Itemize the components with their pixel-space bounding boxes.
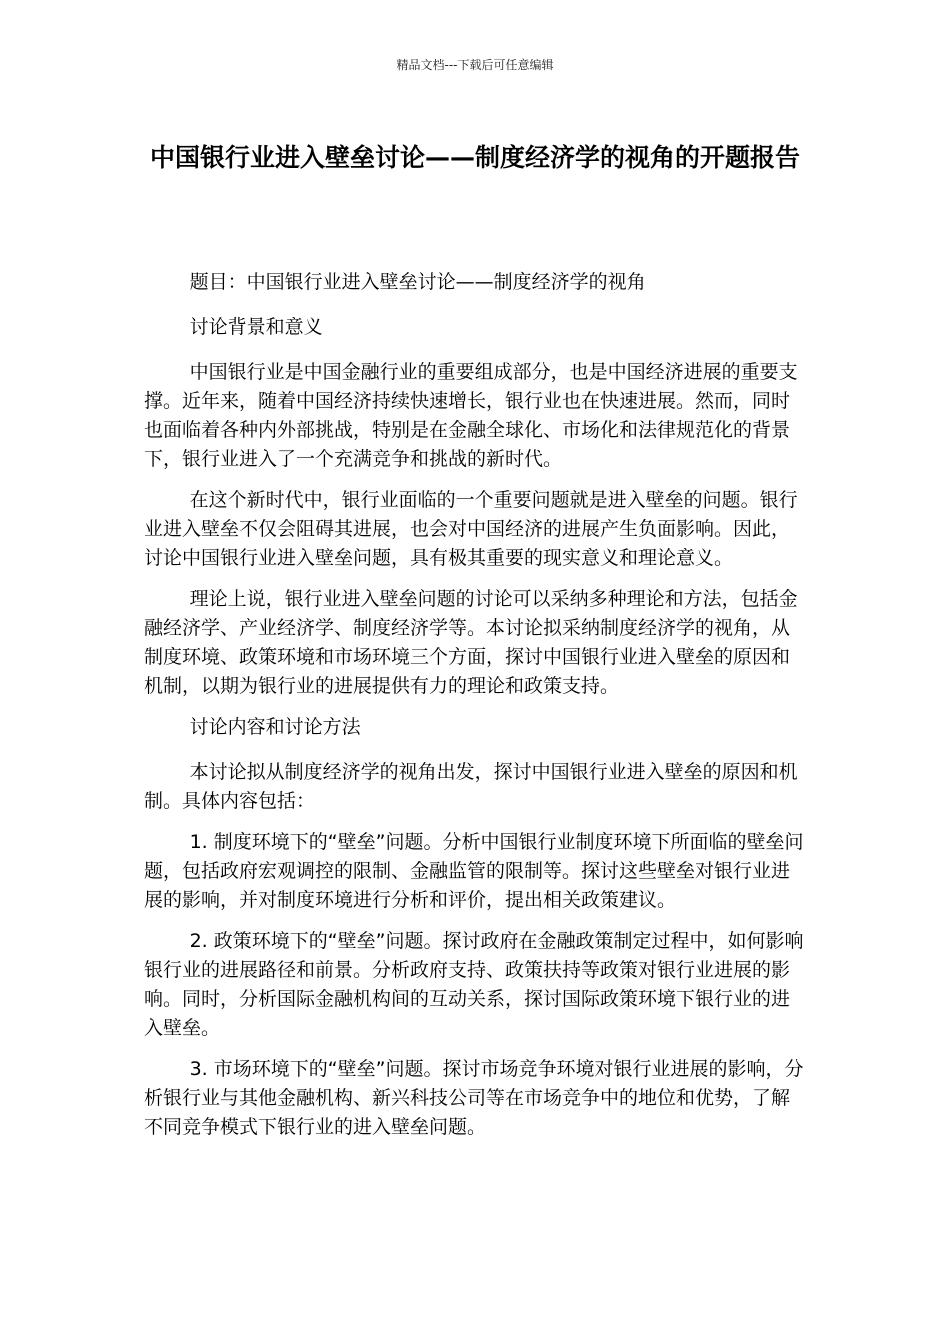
body-paragraph: 中国银行业是中国金融行业的重要组成部分，也是中国经济进展的重要支撑。近年来，随着中国经济持续快速增长，银行业也在快速进展。然而，同时也面临着各种内外部挑战，特别是在金融全球化、市场化和法律规范化的背景下，银行业进入了一个充满竞争和挑战的新时代。 (144, 361, 798, 470)
section-heading-content-method: 讨论内容和讨论方法 (189, 716, 361, 738)
list-item-policy: 2. 政策环境下的“壁垒”问题。探讨政府在金融政策制定过程中，如何影响银行业的进展路径和前景。分析政府支持、政策扶持等政策对银行业进展的影响。同时，分析国际金融机构间的互动关系，探讨国际政策环境下银行业的进入壁垒。 (144, 930, 804, 1039)
document-title: 中国银行业进入壁垒讨论——制度经济学的视角的开题报告 (149, 143, 800, 172)
page-header: 精品文档---下载后可任意编辑 (396, 58, 554, 72)
document-body (144, 268, 804, 1154)
topic-line: 题目：中国银行业进入壁垒讨论——制度经济学的视角 (189, 271, 646, 293)
body-paragraph: 理论上说，银行业进入壁垒问题的讨论可以采纳多种理论和方法，包括金融经济学、产业经济学、制度经济学等。本讨论拟采纳制度经济学的视角，从制度环境、政策环境和市场环境三个方面，探讨中国银行业进入壁垒的原因和机制，以期为银行业的进展提供有力的理论和政策支持。 (144, 588, 798, 697)
list-item-institutional: 1. 制度环境下的“壁垒”问题。分析中国银行业制度环境下所面临的壁垒问题，包括政府宏观调控的限制、金融监管的限制等。探讨这些壁垒对银行业进展的影响，并对制度环境进行分析和评价，提出相关政策建议。 (144, 831, 804, 911)
body-paragraph: 在这个新时代中，银行业面临的一个重要问题就是进入壁垒的问题。银行业进入壁垒不仅会阻碍其进展，也会对中国经济的进展产生负面影响。因此，讨论中国银行业进入壁垒问题，具有极其重要的现实意义和理论意义。 (144, 489, 798, 569)
list-item-market: 3. 市场环境下的“壁垒”问题。探讨市场竞争环境对银行业进展的影响，分析银行业与其他金融机构、新兴科技公司等在市场竞争中的地位和优势，了解不同竞争模式下银行业的进入壁垒问题。 (144, 1058, 804, 1138)
body-paragraph: 本讨论拟从制度经济学的视角出发，探讨中国银行业进入壁垒的原因和机制。具体内容包括： (144, 761, 798, 812)
section-heading-background: 讨论背景和意义 (189, 316, 323, 338)
